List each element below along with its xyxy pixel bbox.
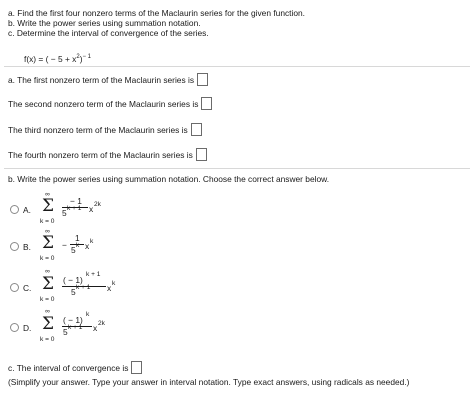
sigma-symbol: Σ <box>42 314 55 334</box>
part-b-prompt: b. Write the power series using summation notation. Choose the correct answer below. <box>8 174 330 184</box>
sum-lower-limit: k = 0 <box>40 218 55 225</box>
answer-box-term-1[interactable] <box>197 73 208 86</box>
option-a-variable-exponent: 2k <box>94 201 101 208</box>
question-term-4 <box>8 148 207 161</box>
question-term-1-label: a. The first nonzero term of the Maclaurin series is <box>8 74 195 85</box>
option-a-label: A. <box>23 205 31 215</box>
question-term-4-label: The fourth nonzero term of the Maclaurin series is <box>8 149 193 160</box>
function-lhs: f(x) = ( − 5 + x <box>24 53 77 64</box>
function-rparen: ) <box>79 53 83 64</box>
option-b-variable: x <box>85 241 90 251</box>
option-c-variable-exponent: k <box>112 280 116 287</box>
instruction-a: a. Find the first four nonzero terms of the Maclaurin series for the given function. <box>8 8 305 18</box>
question-term-2 <box>8 97 212 110</box>
option-d-numerator: ( − 1) <box>63 315 83 325</box>
sum-lower-limit: k = 0 <box>40 296 55 303</box>
option-c-denominator-exponent: k + 1 <box>76 284 91 291</box>
question-term-1 <box>8 73 208 86</box>
option-c-radio[interactable] <box>10 283 19 292</box>
instruction-b: b. Write the power series using summation notation. <box>8 18 201 28</box>
option-a-denominator: 5 <box>62 208 67 218</box>
sum-upper-limit: ∞ <box>45 308 50 315</box>
question-term-3-label: The third nonzero term of the Maclaurin series is <box>8 124 188 135</box>
option-c-label: C. <box>23 283 32 293</box>
option-d-label: D. <box>23 323 32 333</box>
sum-upper-limit: ∞ <box>45 268 50 275</box>
sigma-symbol: Σ <box>42 196 55 216</box>
sigma-symbol: Σ <box>42 233 55 253</box>
option-b-label: B. <box>23 242 31 252</box>
question-interval-label: c. The interval of convergence is <box>8 362 129 373</box>
sum-lower-limit: k = 0 <box>40 336 55 343</box>
answer-box-interval[interactable] <box>131 361 142 374</box>
option-b-denominator: 5 <box>71 245 76 255</box>
option-d-variable: x <box>93 323 98 333</box>
answer-box-term-4[interactable] <box>196 148 207 161</box>
sum-lower-limit: k = 0 <box>40 255 55 262</box>
divider <box>4 66 470 67</box>
sum-upper-limit: ∞ <box>45 228 50 235</box>
question-term-2-label: The second nonzero term of the Maclaurin series is <box>8 98 199 109</box>
option-b-variable-exponent: k <box>90 238 94 245</box>
option-d-denominator: 5 <box>63 327 68 337</box>
option-a-denominator-exponent: k + 1 <box>67 205 82 212</box>
option-d-denominator-exponent: k + 1 <box>68 324 83 331</box>
question-interval <box>8 361 142 374</box>
option-a-numerator: − 1 <box>70 196 82 206</box>
part-c-note: (Simplify your answer. Type your answer in interval notation. Type exact answers, using radicals as needed.) <box>8 377 410 387</box>
function-expression <box>24 52 91 64</box>
option-d-radio[interactable] <box>10 323 19 332</box>
option-c-variable: x <box>107 283 112 293</box>
option-b-numerator: 1 <box>75 233 80 243</box>
option-b-radio[interactable] <box>10 242 19 251</box>
sum-upper-limit: ∞ <box>45 191 50 198</box>
function-square: 2 <box>76 54 80 60</box>
question-term-3 <box>8 123 202 136</box>
option-c-denominator: 5 <box>71 287 76 297</box>
function-exponent: − 1 <box>82 54 92 60</box>
option-d-numerator-exponent: k <box>86 311 90 318</box>
option-b-denominator-exponent: k <box>76 242 80 249</box>
option-d-variable-exponent: 2k <box>98 320 105 327</box>
instruction-c: c. Determine the interval of convergence of the series. <box>8 28 209 38</box>
answer-box-term-3[interactable] <box>191 123 202 136</box>
option-b-sign: − <box>62 240 67 250</box>
sigma-symbol: Σ <box>42 274 55 294</box>
option-a-radio[interactable] <box>10 205 19 214</box>
option-a-variable: x <box>89 204 94 214</box>
divider <box>4 168 470 169</box>
answer-box-term-2[interactable] <box>201 97 212 110</box>
option-c-numerator-exponent: k + 1 <box>86 271 101 278</box>
option-c-numerator: ( − 1) <box>63 275 83 285</box>
